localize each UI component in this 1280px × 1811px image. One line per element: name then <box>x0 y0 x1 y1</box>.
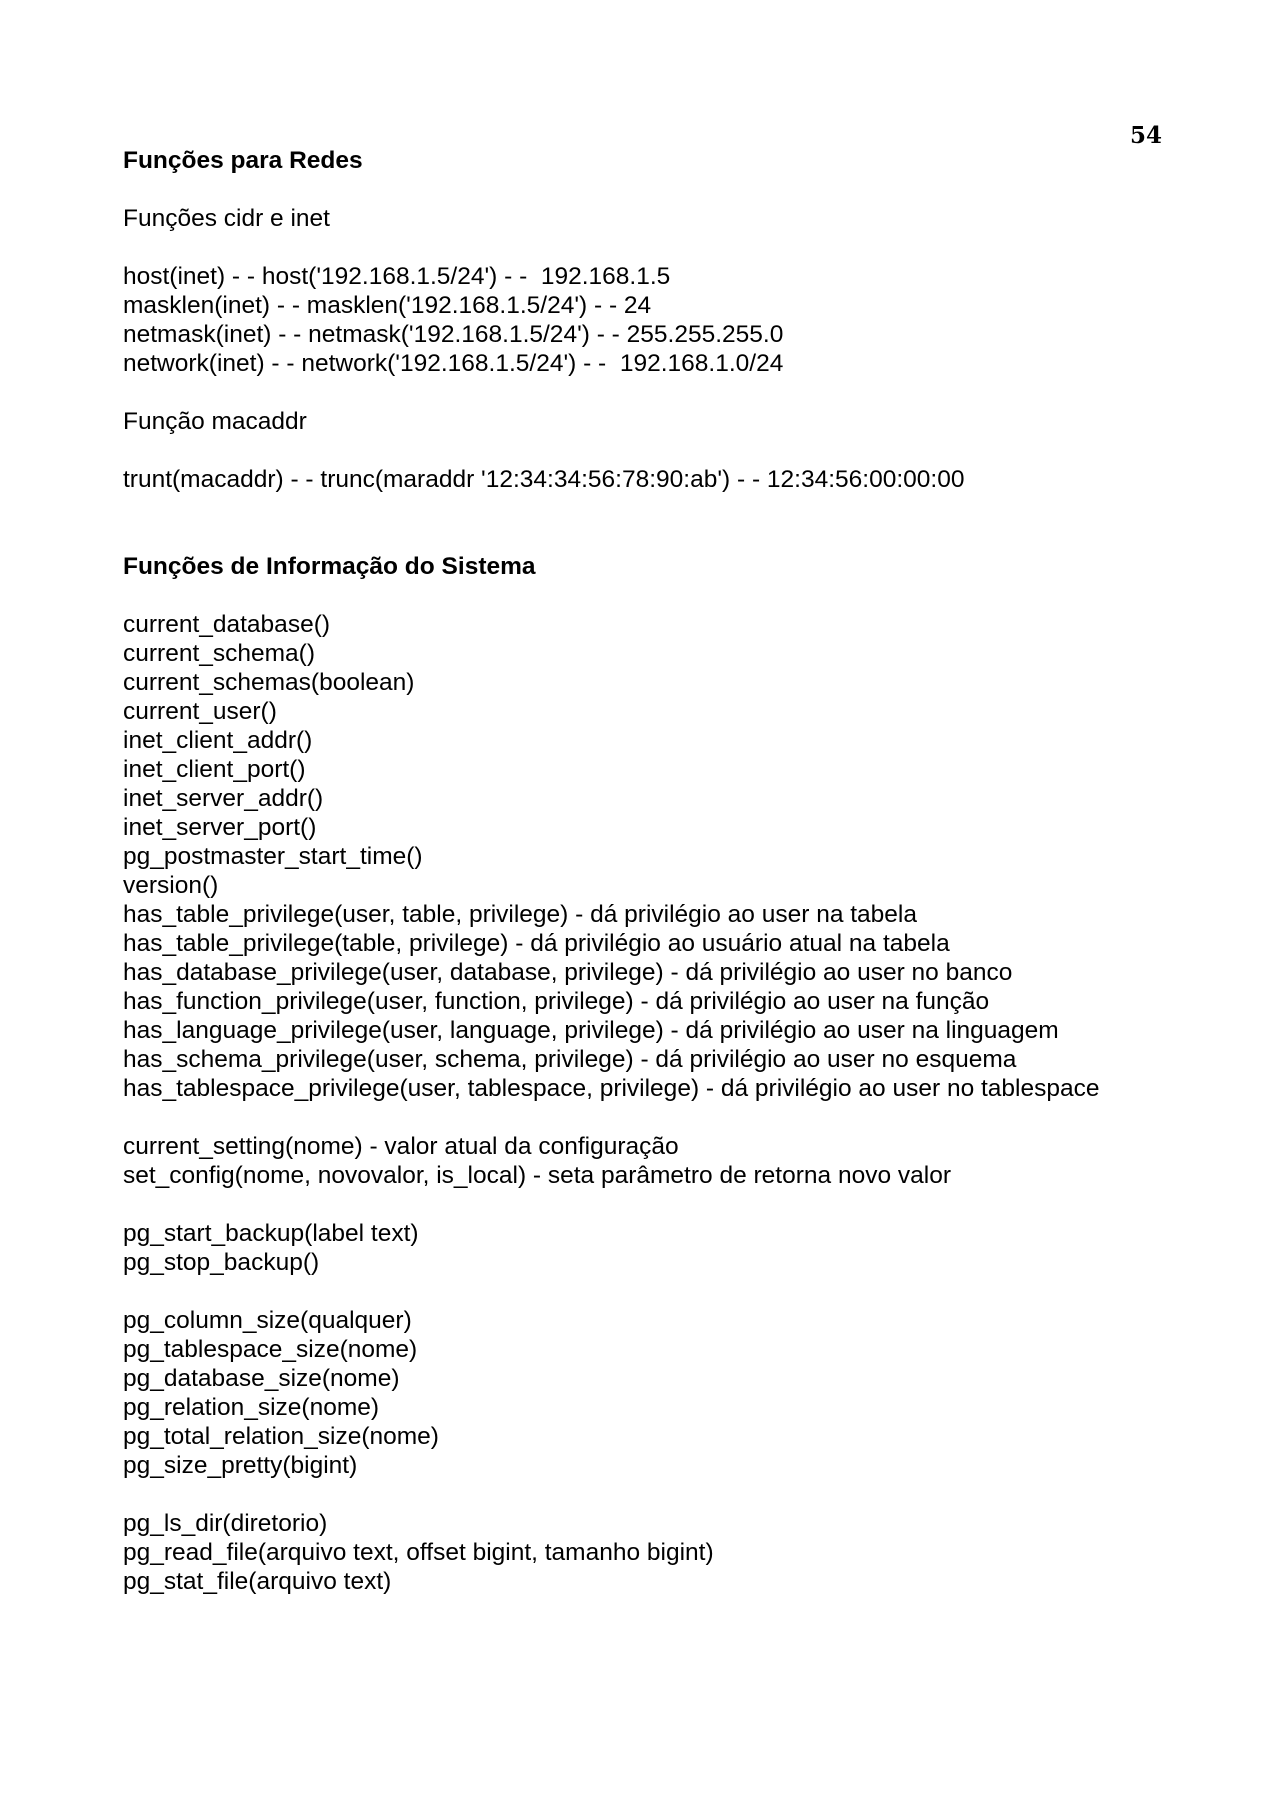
function-line: pg_total_relation_size(nome) <box>123 1423 439 1450</box>
function-line: current_database() <box>123 611 331 638</box>
config-function-list <box>123 1132 1203 1190</box>
function-line: pg_postmaster_start_time() <box>123 843 423 870</box>
function-line: current_schemas(boolean) <box>123 669 415 696</box>
function-line: pg_column_size(qualquer) <box>123 1307 412 1334</box>
function-line: netmask(inet) - - netmask('192.168.1.5/24') - - 255.255.255.0 <box>123 321 784 348</box>
function-line: host(inet) - - host('192.168.1.5/24') - - 192.168.1.5 <box>123 263 671 290</box>
function-line: inet_server_port() <box>123 814 317 841</box>
function-line: current_user() <box>123 698 277 725</box>
backup-function-list <box>123 1219 1203 1277</box>
function-line: current_schema() <box>123 640 315 667</box>
subheading-macaddr: Função macaddr <box>123 408 307 435</box>
function-line: inet_client_addr() <box>123 727 313 754</box>
function-line: pg_read_file(arquivo text, offset bigint, tamanho bigint) <box>123 1539 714 1566</box>
function-line: pg_start_backup(label text) <box>123 1220 419 1247</box>
function-line: masklen(inet) - - masklen('192.168.1.5/24') - - 24 <box>123 292 652 319</box>
function-line: has_language_privilege(user, language, privilege) - dá privilégio ao user na linguagem <box>123 1017 1059 1044</box>
function-line: current_setting(nome) - valor atual da configuração <box>123 1133 679 1160</box>
function-line: has_schema_privilege(user, schema, privilege) - dá privilégio ao user no esquema <box>123 1046 1017 1073</box>
function-line: network(inet) - - network('192.168.1.5/24') - - 192.168.1.0/24 <box>123 350 784 377</box>
function-line: pg_ls_dir(diretorio) <box>123 1510 328 1537</box>
subheading-cidr-inet: Funções cidr e inet <box>123 205 330 232</box>
section-heading-sistema: Funções de Informação do Sistema <box>123 553 536 580</box>
file-function-list <box>123 1509 1203 1596</box>
system-info-function-list <box>123 610 1203 1103</box>
function-line: inet_client_port() <box>123 756 306 783</box>
function-line: pg_relation_size(nome) <box>123 1394 380 1421</box>
section-heading-redes: Funções para Redes <box>123 147 363 174</box>
function-line: pg_size_pretty(bigint) <box>123 1452 358 1479</box>
function-line: pg_stop_backup() <box>123 1249 320 1276</box>
cidr-function-list <box>123 262 1203 378</box>
function-line: has_table_privilege(user, table, privilege) - dá privilégio ao user na tabela <box>123 901 918 928</box>
function-line: has_tablespace_privilege(user, tablespace, privilege) - dá privilégio ao user no tablespace <box>123 1075 1100 1102</box>
function-line: inet_server_addr() <box>123 785 324 812</box>
document-body <box>123 146 1203 1596</box>
function-line: has_database_privilege(user, database, privilege) - dá privilégio ao user no banco <box>123 959 1013 986</box>
function-line: set_config(nome, novovalor, is_local) - seta parâmetro de retorna novo valor <box>123 1162 951 1189</box>
function-line: pg_tablespace_size(nome) <box>123 1336 418 1363</box>
function-line: has_table_privilege(table, privilege) - dá privilégio ao usuário atual na tabela <box>123 930 950 957</box>
function-line: has_function_privilege(user, function, privilege) - dá privilégio ao user na função <box>123 988 990 1015</box>
function-line: trunt(macaddr) - - trunc(maraddr '12:34:34:56:78:90:ab') - - 12:34:56:00:00:00 <box>123 466 965 493</box>
function-line: pg_stat_file(arquivo text) <box>123 1568 392 1595</box>
function-line: pg_database_size(nome) <box>123 1365 400 1392</box>
size-function-list <box>123 1306 1203 1480</box>
page-number: 54 <box>1130 122 1163 149</box>
function-line: version() <box>123 872 219 899</box>
